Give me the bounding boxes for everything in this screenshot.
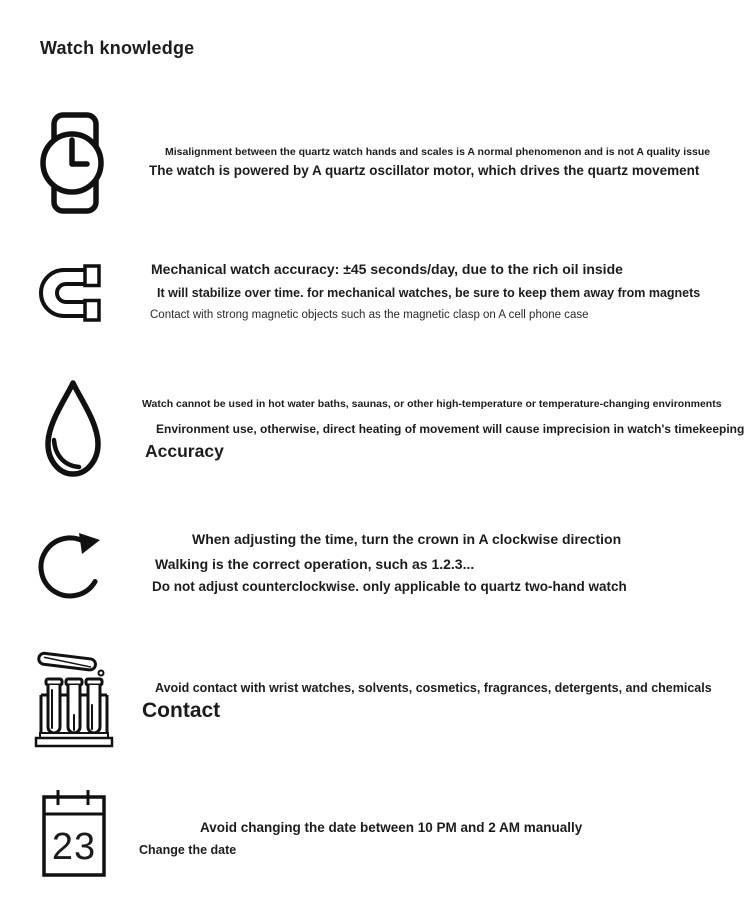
section-keyword: Accuracy xyxy=(145,441,224,461)
note-line: Environment use, otherwise, direct heating of movement will cause imprecision in watch's timekeeping xyxy=(156,422,745,436)
note-line: Misalignment between the quartz watch hands and scales is A normal phenomenon and is not A quality issue xyxy=(165,146,711,158)
note-line: Change the date xyxy=(139,843,237,857)
note-line: Watch cannot be used in hot water baths, saunas, or other high-temperature or temperature-changing environments xyxy=(142,398,722,410)
note-line: Contact with strong magnetic objects such as the magnetic clasp on A cell phone case xyxy=(150,309,589,321)
note-line: The watch is powered by A quartz oscillator motor, which drives the quartz movement xyxy=(149,163,700,178)
note-line: Avoid changing the date between 10 PM and 2 AM manually xyxy=(200,820,583,835)
calendar-day-number: 23 xyxy=(51,825,97,868)
note-line: Do not adjust counterclockwise. only applicable to quartz two-hand watch xyxy=(152,579,627,594)
note-line: Walking is the correct operation, such as 1.2.3... xyxy=(155,556,475,572)
page-title: Watch knowledge xyxy=(40,38,195,58)
note-line: Mechanical watch accuracy: ±45 seconds/day, due to the rich oil inside xyxy=(151,261,623,277)
wristwatch-icon xyxy=(40,112,106,214)
magnet-icon xyxy=(38,262,104,324)
test-tubes-icon xyxy=(34,645,114,749)
section-keyword: Contact xyxy=(142,699,221,722)
note-line: It will stabilize over time. for mechanical watches, be sure to keep them away from magnets xyxy=(157,286,701,300)
water-drop-icon xyxy=(38,380,108,480)
note-line: When adjusting the time, turn the crown in A clockwise direction xyxy=(192,531,622,547)
clockwise-arrow-icon xyxy=(37,527,109,603)
note-line: Avoid contact with wrist watches, solvents, cosmetics, fragrances, detergents, and chemicals xyxy=(155,681,712,695)
